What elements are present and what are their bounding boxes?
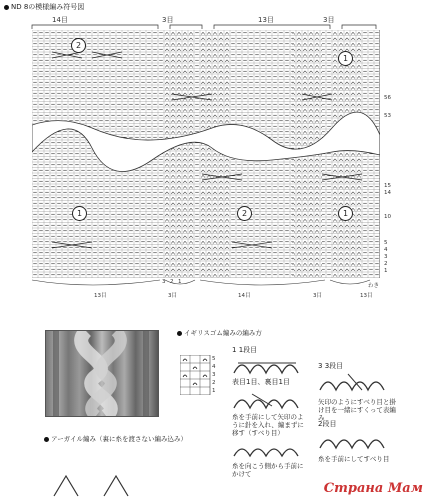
- step-5-illustration: [318, 430, 390, 452]
- step-4-text: 矢印のようにすべり目と掛け目を一緒にすくって表編み: [318, 398, 396, 422]
- bottom-small-label: 2: [170, 279, 174, 285]
- row-number: 3: [384, 254, 388, 260]
- motif-marker-1-right: 1: [338, 206, 353, 221]
- row-number: 4: [384, 247, 388, 253]
- row-number: 10: [384, 214, 391, 220]
- motif-marker-1-left: 1: [72, 206, 87, 221]
- step-5-label: [318, 420, 336, 429]
- step-2-illustration: [232, 390, 302, 412]
- top-label-3: 13目: [258, 16, 274, 24]
- mini-row-number: 5: [212, 356, 216, 362]
- row-number: 2: [384, 261, 388, 267]
- top-label-4: 3目: [323, 16, 335, 24]
- bottom-bracket-lines: [30, 278, 380, 290]
- bullet-icon: [44, 437, 49, 442]
- diagram-title: ND 8の模様編み符号図: [4, 2, 84, 12]
- rib-section-title: イギリスゴム編みの編み方: [177, 328, 262, 337]
- stitch-chart-grid: [32, 30, 380, 278]
- row-number: 1: [384, 268, 388, 274]
- top-label-1: 14目: [52, 16, 68, 24]
- row-number: 5: [384, 240, 388, 246]
- bottom-label: 14目: [238, 293, 251, 299]
- side-label-waki: わき: [368, 283, 380, 289]
- step-1-illustration: [232, 355, 302, 377]
- top-label-2: 3目: [162, 16, 174, 24]
- mini-row-number: 4: [212, 364, 216, 370]
- step-6-text: 糸を手前にして矢印のように針を入れ、編まずに移す（すべり目）: [232, 413, 304, 437]
- row-number: 15: [384, 183, 391, 189]
- top-bracket-lines: [30, 22, 380, 30]
- step-text: 表目1目、裏目1目: [232, 378, 290, 386]
- step-3-label: [318, 362, 343, 371]
- step-number: 3: [318, 362, 323, 370]
- bottom-label: 3目: [168, 293, 177, 299]
- step-2-label: [232, 378, 290, 387]
- bottom-label: 3目: [313, 293, 322, 299]
- row-number: 14: [384, 190, 391, 196]
- argyle-illustration: [44, 470, 154, 498]
- bullet-icon: [4, 5, 9, 10]
- step-6-illustration: [232, 440, 302, 460]
- step-text: 1段目: [238, 346, 258, 354]
- mini-row-number: 2: [212, 380, 216, 386]
- bottom-small-label: 3: [162, 279, 166, 285]
- row-number: 56: [384, 95, 391, 101]
- site-watermark: Страна Мам: [323, 481, 423, 496]
- knitted-cable-photo: [45, 330, 159, 417]
- bottom-small-label: 1: [178, 279, 182, 285]
- argyle-section-title: アーガイル編み（裏に糸を渡さない編み込み）: [44, 434, 187, 443]
- step-3-illustration: [318, 372, 390, 394]
- bottom-label: 13目: [360, 293, 373, 299]
- motif-marker-2-center: 2: [237, 206, 252, 221]
- motif-marker-2-top: 2: [71, 38, 86, 53]
- row-number: 53: [384, 113, 391, 119]
- bottom-label: 13目: [94, 293, 107, 299]
- step-1-label: [232, 346, 257, 355]
- mini-row-number: 1: [212, 388, 216, 394]
- step-text: 3段目: [324, 362, 344, 370]
- step-8-text: 糸を向こう側から手前にかけて: [232, 462, 304, 478]
- mini-row-number: 3: [212, 372, 216, 378]
- step-text: 2段目: [318, 420, 337, 428]
- bullet-icon: [177, 331, 182, 336]
- motif-marker-1-top-right: 1: [338, 51, 353, 66]
- step-number: 1: [232, 346, 237, 354]
- step-7-text: 糸を手前にしてすべり目: [318, 455, 390, 463]
